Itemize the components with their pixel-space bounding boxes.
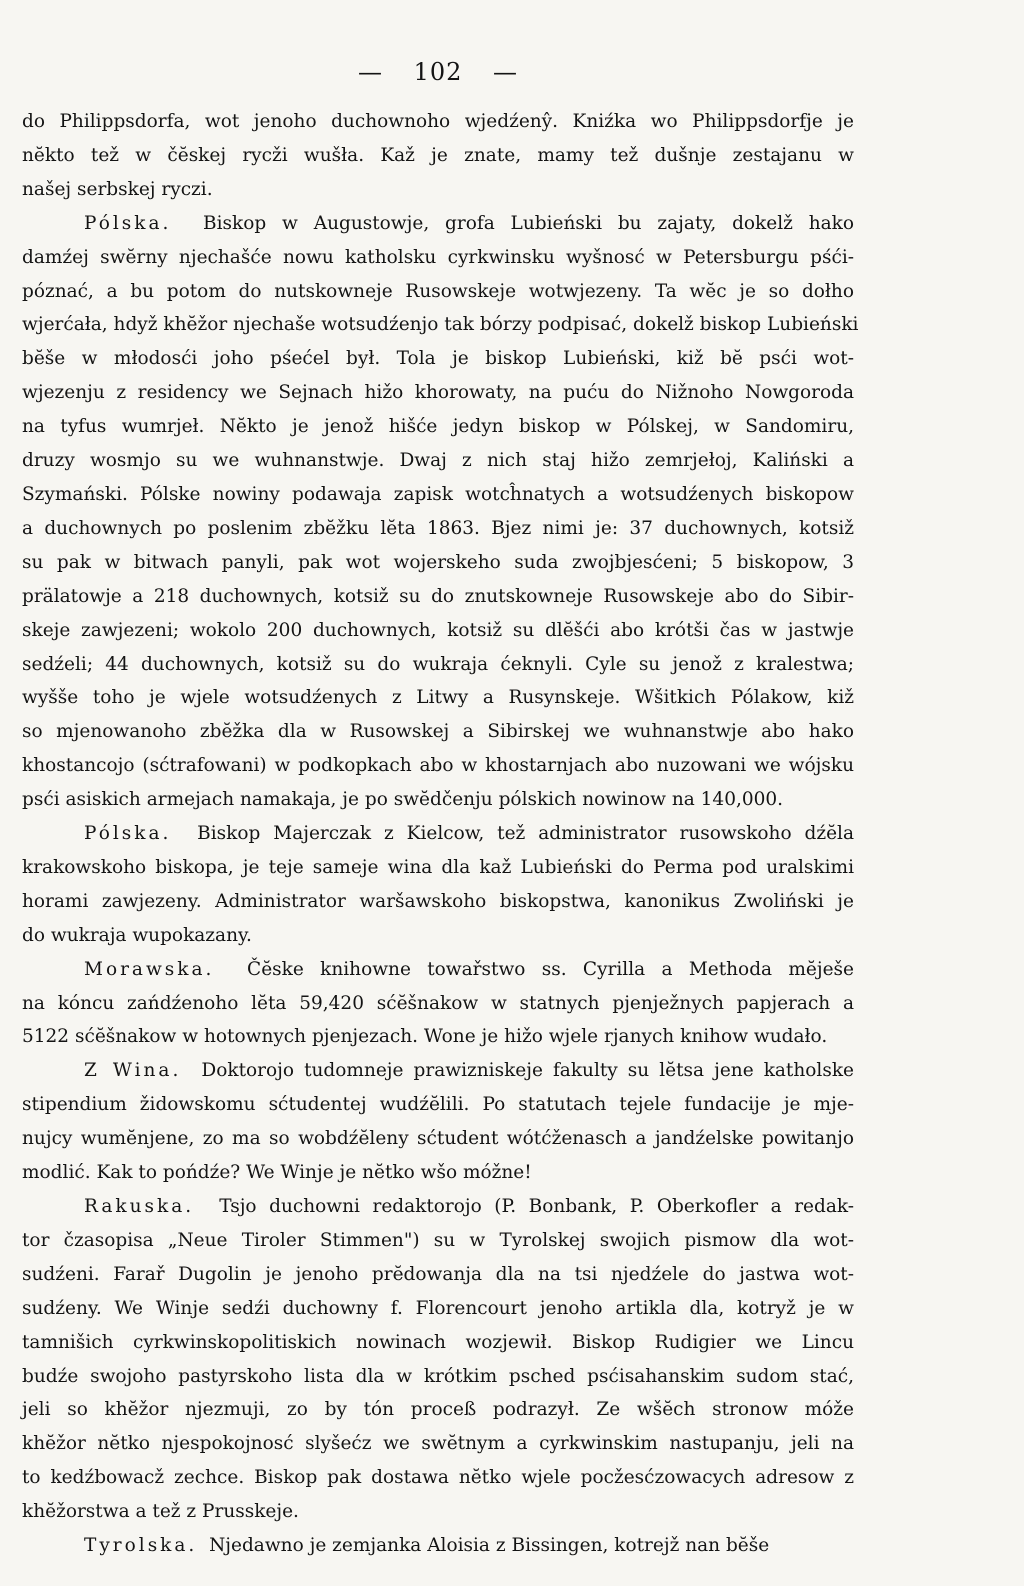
line-text: do Philippsdorfa, wot jenoho duchownoho wjedźenŷ. Kniźka wo Philippsdorfje je xyxy=(22,111,854,132)
paragraph xyxy=(22,1054,854,1190)
text-line xyxy=(22,953,854,987)
line-text: sedźeli; 44 duchownych, kotsiž su do wukraja ćeknyli. Cyle su jenož z kralestwa; xyxy=(22,653,854,675)
line-text: damźej swĕrny njechašće nowu katholsku cyrkwinsku wyšnosć w Petersburgu pśći- xyxy=(22,246,854,268)
text-line xyxy=(22,342,854,376)
text-line xyxy=(22,1190,854,1224)
text-line xyxy=(22,1461,854,1495)
text-line xyxy=(22,1360,854,1394)
lead-gap xyxy=(171,823,197,844)
text-line xyxy=(22,410,854,444)
paragraph xyxy=(22,817,854,953)
text-line xyxy=(22,648,854,682)
paragraph xyxy=(22,1190,854,1529)
line-text: su pak w bitwach panyli, pak wot wojerskeho suda zwojbjesćeni; 5 biskopow, 3 xyxy=(22,551,854,573)
line-text: Szymański. Pólske nowiny podawaja zapisk wotcĥnatych a wotsudźenych biskopow xyxy=(22,483,854,505)
text-line xyxy=(22,105,854,139)
line-text: modlić. Kak to pońdźe? We Winje je nĕtko wšo móžne! xyxy=(22,1162,532,1184)
paragraph xyxy=(22,207,859,817)
text-line xyxy=(22,1292,854,1326)
text-line xyxy=(22,1224,854,1258)
lead-gap xyxy=(197,1535,209,1556)
line-text: sudźeni. Farař Dugolin je jenoho prĕdowanja dla na tsi njedźele do jastwa wot- xyxy=(22,1263,854,1285)
header-dash-right: — xyxy=(493,58,519,86)
line-text: sudźeny. We Winje sedźi duchowny f. Florencourt jenoho artikla dla, kotryž je w xyxy=(22,1297,854,1319)
text-line xyxy=(22,478,854,512)
document-page xyxy=(22,52,859,1563)
text-line xyxy=(22,681,854,715)
text-line xyxy=(22,1529,854,1563)
line-text: psći asiskich armejach namakaja, je po swĕdčenju pólskich nowinow na 140,000. xyxy=(22,789,784,811)
text-line xyxy=(22,173,854,207)
page-number: 102 xyxy=(413,58,463,86)
line-text: do wukraja wupokazany. xyxy=(22,924,252,946)
line-text: póznać, a bu potom do nutskowneje Rusowskeje wotwjezeny. Ta wĕc je so dołho xyxy=(22,280,854,302)
text-line xyxy=(22,512,854,546)
section-lead: Pólska. xyxy=(84,823,172,845)
line-text: na tyfus wumrjeł. Nĕkto je jenož hišće jedyn biskop w Pólskej, w Sandomiru, xyxy=(22,416,854,438)
text-line xyxy=(22,614,854,648)
lead-gap xyxy=(171,213,203,234)
section-lead: Rakuska. xyxy=(84,1196,195,1217)
article-body xyxy=(22,105,859,1563)
text-line xyxy=(22,1258,854,1292)
text-line xyxy=(22,1427,854,1461)
paragraph xyxy=(22,105,854,207)
line-text: našej serbskej ryczi. xyxy=(22,178,213,200)
lead-gap xyxy=(194,1196,219,1217)
text-line xyxy=(22,1020,854,1054)
text-line xyxy=(22,749,854,783)
line-text: a duchownych po poslenim zbĕžku lĕta 1863. Bjez nimi je: 37 duchownych, kotsiž xyxy=(22,517,854,539)
text-line xyxy=(22,1122,854,1156)
lead-gap xyxy=(181,1060,201,1081)
line-text: tamnišich cyrkwinskopolitiskich nowinach wozjewił. Biskop Rudigier we Lincu xyxy=(22,1331,854,1353)
paragraph xyxy=(22,1529,854,1563)
section-lead: Pólska. xyxy=(84,212,172,234)
text-line xyxy=(22,207,854,241)
text-line xyxy=(22,546,854,580)
text-line xyxy=(22,1393,854,1427)
text-line xyxy=(22,1495,854,1529)
line-text: 5122 sćĕšnakow w hotownych pjenjezach. Wone je hižo wjele rjanych knihow wudało. xyxy=(22,1026,828,1048)
line-text: nĕkto tež w čĕskej rycži wušła. Kaž je znate, mamy tež dušnje zestajanu w xyxy=(22,144,854,166)
text-line xyxy=(22,376,854,410)
text-line xyxy=(22,987,854,1021)
text-line xyxy=(22,1156,854,1190)
line-text: wyšše toho je wjele wotsudźenych z Litwy a Rusynskeje. Wšitkich Pólakow, kiž xyxy=(22,687,854,709)
text-line xyxy=(22,308,859,342)
lead-gap xyxy=(214,959,247,980)
line-text: Doktorojo tudomneje prawizniskeje fakulty su lĕtsa jene katholske xyxy=(201,1060,854,1082)
text-line xyxy=(22,783,854,817)
page-header xyxy=(22,52,854,92)
line-text: krakowskoho biskopa, je teje sameje wina dla kaž Lubieński do Perma pod uralskimi xyxy=(22,856,854,878)
line-text: Biskop Majerczak z Kielcow, tež administrator rusowskoho dźĕla xyxy=(197,823,854,845)
text-line xyxy=(22,1054,854,1088)
header-dash-left: — xyxy=(357,58,383,86)
text-line xyxy=(22,817,854,851)
line-text: horami zawjezeny. Administrator waršawskoho biskopstwa, kanonikus Zwoliński je xyxy=(22,890,854,912)
line-text: stipendium židowskomu sćtudentej wudźĕlili. Po statutach tejele fundacije je mje- xyxy=(22,1094,854,1116)
line-text: Tsjo duchowni redaktorojo (P. Bonbank, P. Oberkofler a redak- xyxy=(219,1196,854,1217)
paragraph xyxy=(22,953,854,1055)
line-text: prälatowje a 218 duchownych, kotsiž su do znutskowneje Rusowskeje abo do Sibir- xyxy=(22,585,854,607)
line-text: nujcy wumĕnjene, zo ma so wobdźĕleny sćtudent wótćženasch a jandźelske powitanjo xyxy=(22,1128,854,1150)
text-line xyxy=(22,715,854,749)
text-line xyxy=(22,444,854,478)
text-line xyxy=(22,1326,854,1360)
line-text: khĕžor nĕtko njespokojnosć slyšećz we swĕtnym a cyrkwinskim nastupanju, jeli na xyxy=(22,1433,854,1455)
line-text: druzy wosmjo su we wuhnanstwje. Dwaj z nich staj hižo zemrjełoj, Kaliński a xyxy=(22,450,854,472)
line-text: budźe swojoho pastyrskoho lista dla w krótkim psched psćisahanskim sudom stać, xyxy=(22,1365,854,1387)
line-text: wjerćała, hdyž khĕžor njechaše wotsudźenjo tak bórzy podpisać, dokelž biskop Lubieński xyxy=(22,314,859,336)
text-line xyxy=(22,1088,854,1122)
line-text: khĕžorstwa a tež z Prusskeje. xyxy=(22,1501,299,1523)
text-line xyxy=(22,851,854,885)
line-text: to kedźbowacž zechce. Biskop pak dostawa nĕtko wjele pocžesćzowacych adresow z xyxy=(22,1467,854,1489)
section-lead: Tyrolska. xyxy=(84,1535,198,1557)
line-text: skeje zawjezeni; wokolo 200 duchownych, kotsiž su dlĕšći abo krótši čas w jastwje xyxy=(22,619,854,641)
line-text: tor čzasopisa „Neue Tiroler Stimmen") su w Tyrolskej swojich pismow dla wot- xyxy=(22,1229,854,1251)
line-text: Čĕske knihowne towařstwo ss. Cyrilla a Methoda mĕješe xyxy=(247,958,854,980)
text-line xyxy=(22,275,854,309)
text-line xyxy=(22,885,854,919)
line-text: wjezenju z residency we Sejnach hižo khorowaty, na puću do Nižnoho Nowgoroda xyxy=(22,382,854,404)
line-text: bĕše w młodosći joho pśećel był. Tola je biskop Lubieński, kiž bĕ psći wot- xyxy=(22,348,854,370)
text-line xyxy=(22,580,854,614)
section-lead: Z Wina. xyxy=(84,1060,182,1082)
line-text: na kóncu zańdźenoho lĕta 59,420 sćĕšnakow w statnych pjenježnych papjerach a xyxy=(22,992,854,1014)
line-text: khostancojo (sćtrafowani) w podkopkach abo w khostarnjach abo nuzowani we wójsku xyxy=(22,755,854,777)
line-text: jeli so khĕžor njezmuji, zo by tón proceß podrazył. Ze wšĕch stronow móže xyxy=(22,1399,854,1421)
text-line xyxy=(22,919,854,953)
section-lead: Morawska. xyxy=(84,958,215,980)
text-line xyxy=(22,139,854,173)
line-text: so mjenowanoho zbĕžka dla w Rusowskej a Sibirskej we wuhnanstwje abo hako xyxy=(22,721,854,743)
line-text: Njedawno je zemjanka Aloisia z Bissingen, kotrejž nan bĕše xyxy=(209,1535,770,1557)
line-text: Biskop w Augustowje, grofa Lubieński bu zajaty, dokelž hako xyxy=(203,212,854,234)
text-line xyxy=(22,241,854,275)
